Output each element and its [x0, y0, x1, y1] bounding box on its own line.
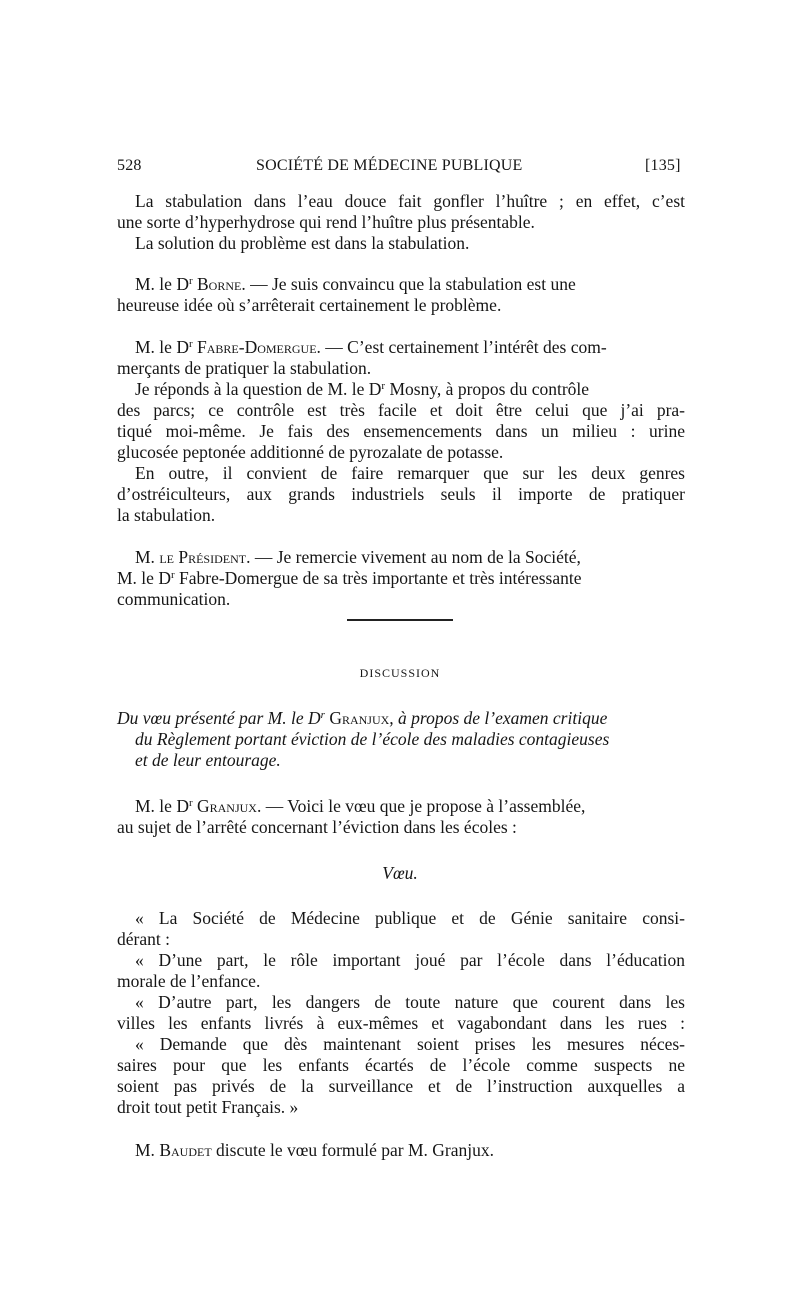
section-divider — [347, 619, 453, 621]
speaker-line: M. le $D^r$ Fabre-Domergue. — C’est certainement l’intérêt des com- — [135, 337, 607, 357]
discussion-subtitle-line: et de leur entourage. — [135, 750, 281, 770]
speaker-line: M. Baudet discute le vœu formulé par M. Granjux. — [135, 1140, 495, 1160]
text-line: dérant : — [117, 929, 170, 949]
speaker-name: Baudet — [159, 1140, 212, 1160]
speaker-line: M. le $D^r$ Granjux. — Voici le vœu que je propose à l’assemblée, — [135, 796, 586, 816]
text-line: au sujet de l’arrêté concernant l’éviction dans les écoles : — [117, 817, 517, 837]
text-line: La stabulation dans l’eau douce fait gonfler l’huître ; en effet, c’est — [135, 191, 685, 211]
text-line: villes les enfants livrés à eux-mêmes et vagabondant dans les rues : — [117, 1013, 685, 1033]
text-line: soient pas privés de la surveillance et de l’instruction auxquelles a — [117, 1076, 685, 1096]
text-line: des parcs; ce contrôle est très facile et doit être celui que j’ai pra- — [117, 400, 685, 420]
text-line: « Demande que dès maintenant soient prises les mesures néces- — [135, 1034, 685, 1054]
text-line: saires pour que les enfants écartés de l’école comme suspects ne — [117, 1055, 685, 1075]
text-line: « D’une part, le rôle important joué par l’école dans l’éducation — [135, 950, 685, 970]
text-line: M. le $D^r$ Fabre-Domergue de sa très importante et très intéressante — [117, 568, 582, 588]
text-line: la stabulation. — [117, 505, 216, 525]
text-line: heureuse idée où s’arrêterait certainement le problème. — [117, 295, 502, 315]
speaker-intro: M. le $D^r$ Borne. — Je suis convaincu que la stabulation est une — [135, 274, 576, 294]
discussion-subtitle-line: du Règlement portant éviction de l’école des maladies contagieuses — [135, 729, 610, 749]
text-line: communication. — [117, 589, 231, 609]
speaker-name: Granjux — [329, 708, 390, 728]
text-line: une sorte d’hyperhydrose qui rend l’huître plus présentable. — [117, 212, 535, 232]
section-heading: DISCUSSION — [359, 666, 441, 680]
text-line: droit tout petit Français. » — [117, 1097, 299, 1117]
bracket-number: [135] — [645, 157, 681, 174]
running-title: SOCIÉTÉ DE MÉDECINE PUBLIQUE — [256, 157, 523, 174]
speaker-name: Granjux — [197, 796, 257, 816]
text-line: En outre, il convient de faire remarquer que sur les deux genres — [135, 463, 685, 483]
voeu-title: Vœu. — [382, 863, 418, 883]
speaker-line: M. le Président. — Je remercie vivement au nom de la Société, — [135, 547, 581, 567]
speaker-name: Borne — [197, 274, 242, 294]
speaker-name: le Président — [159, 547, 247, 567]
text-line: « La Société de Médecine publique et de Génie sanitaire consi- — [135, 908, 685, 928]
discussion-subtitle-line: Du vœu présenté par M. le $D^r$ Granjux, à propos de l’examen critique — [117, 708, 608, 728]
text-line: d’ostréiculteurs, aux grands industriels seuls il importe de pratiquer — [117, 484, 685, 504]
speaker-name: Fabre-Domergue — [197, 337, 317, 357]
page-number: 528 — [117, 157, 142, 174]
text-line: glucosée peptonée additionné de pyrozalate de potasse. — [117, 442, 504, 462]
text-line: morale de l’enfance. — [117, 971, 261, 991]
text-line: Je réponds à la question de M. le $D^r$ Mosny, à propos du contrôle — [135, 379, 590, 399]
text-line: tiqué moi-même. Je fais des ensemencements dans un milieu : urine — [117, 421, 685, 441]
text-line: « D’autre part, les dangers de toute nature que courent dans les — [135, 992, 685, 1012]
speaker-line — [135, 273, 685, 295]
text-line: merçants de pratiquer la stabulation. — [117, 358, 372, 378]
text-line: La solution du problème est dans la stabulation. — [135, 233, 470, 253]
